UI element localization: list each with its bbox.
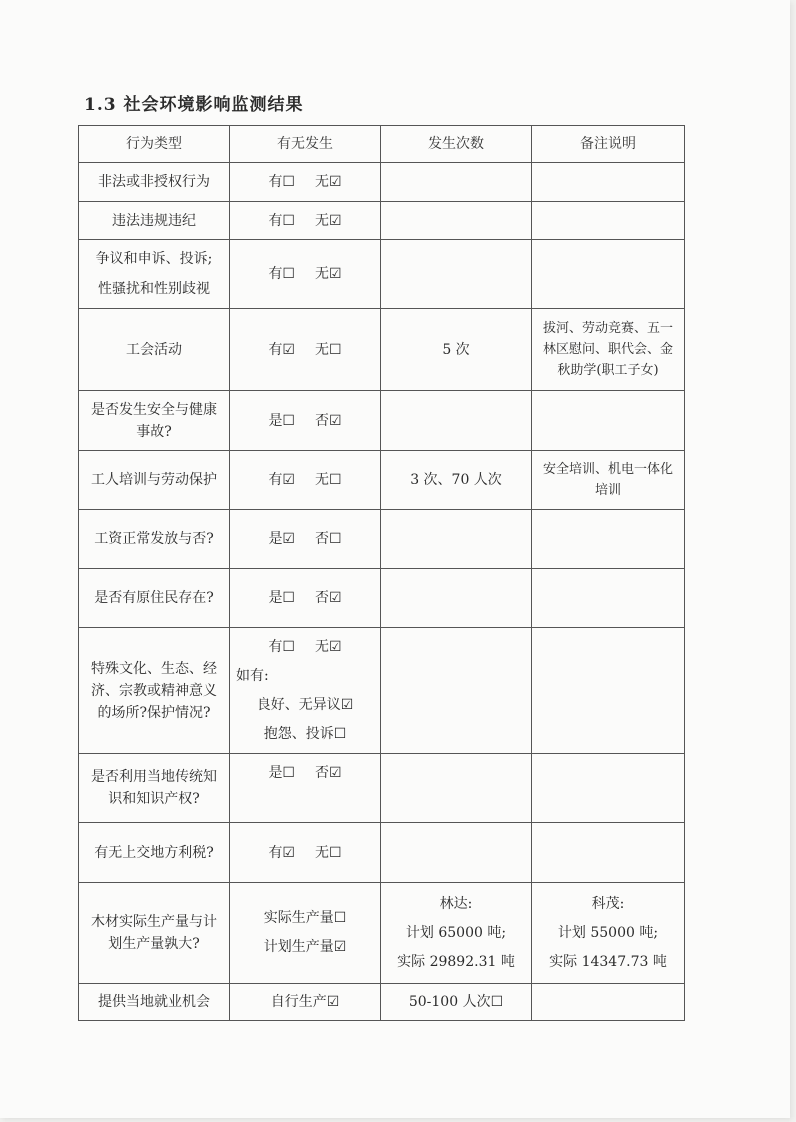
behavior-type-cell: 是否有原住民存在? (79, 569, 230, 628)
behavior-type-line: 性骚扰和性别歧视 (98, 281, 210, 297)
remarks-cell: 拔河、劳动竞赛、五一林区慰问、职代会、金秋助学(职工子女) (532, 309, 685, 391)
behavior-type-cell: 是否发生安全与健康事故? (79, 391, 230, 451)
count-cell (381, 823, 532, 883)
table-row (79, 240, 685, 309)
remarks-line: 计划 55000 吨; (557, 924, 659, 941)
count-cell (381, 202, 532, 240)
occurrence-cell (230, 823, 381, 883)
option-no: 无☑ (315, 266, 342, 282)
table-row (79, 309, 685, 391)
table-row (79, 628, 685, 754)
count-cell (381, 510, 532, 569)
remarks-cell: 安全培训、机电一体化培训 (532, 451, 685, 510)
occurrence-cell (230, 451, 381, 510)
occurrence-cell: 自行生产☑ (230, 984, 381, 1021)
header-count: 发生次数 (381, 126, 532, 163)
count-cell (381, 883, 532, 984)
occurrence-cell (230, 240, 381, 309)
if-yes-label: 如有: (236, 667, 269, 684)
count-cell (381, 754, 532, 823)
remarks-cell (532, 823, 685, 883)
remarks-cell (532, 510, 685, 569)
option-yes: 有☐ (268, 638, 295, 655)
option-no: 否☐ (315, 531, 342, 547)
count-cell: 5 次 (381, 309, 532, 391)
remarks-line: 科茂: (591, 895, 625, 912)
count-cell (381, 569, 532, 628)
header-occurrence: 有无发生 (230, 126, 381, 163)
table-header-row (79, 126, 685, 163)
occurrence-cell (230, 569, 381, 628)
behavior-type-cell: 工人培训与劳动保护 (79, 451, 230, 510)
option-no: 否☑ (315, 590, 342, 606)
occurrence-cell (230, 309, 381, 391)
remarks-cell (532, 391, 685, 451)
option-no: 无☑ (315, 212, 342, 229)
behavior-type-cell: 工会活动 (79, 309, 230, 391)
option-yes: 是☐ (268, 412, 295, 429)
behavior-type-cell: 特殊文化、生态、经济、宗教或精神意义的场所?保护情况? (79, 628, 230, 754)
option-no: 无☐ (315, 472, 342, 488)
count-cell (381, 391, 532, 451)
header-behavior-type: 行为类型 (79, 126, 230, 163)
table-row (79, 202, 685, 240)
count-line: 计划 65000 吨; (405, 924, 507, 941)
option-no: 无☐ (315, 844, 342, 861)
remarks-cell (532, 628, 685, 754)
count-line: 实际 29892.31 吨 (397, 953, 515, 970)
remarks-cell (532, 984, 685, 1021)
option-complaint: 抱怨、投诉☐ (263, 725, 347, 742)
table-row (79, 823, 685, 883)
option-no: 无☐ (315, 341, 342, 358)
occurrence-cell (230, 754, 381, 823)
table-row (79, 984, 685, 1021)
option-good: 良好、无异议☑ (256, 696, 354, 713)
option-yes: 有☑ (268, 341, 295, 358)
behavior-type-cell: 有无上交地方利税? (79, 823, 230, 883)
count-cell (381, 628, 532, 754)
behavior-type-cell: 木材实际生产量与计划生产量孰大? (79, 883, 230, 984)
table-row (79, 510, 685, 569)
remarks-cell (532, 754, 685, 823)
option-no: 否☑ (315, 765, 342, 781)
table-row (79, 391, 685, 451)
remarks-cell (532, 163, 685, 202)
option-yes: 是☑ (268, 531, 295, 547)
count-cell: 50-100 人次☐ (381, 984, 532, 1021)
option-yes: 有☐ (268, 266, 295, 282)
monitoring-results-table (78, 125, 685, 1021)
table-row (79, 754, 685, 823)
occurrence-cell (230, 510, 381, 569)
count-cell: 3 次、70 人次 (381, 451, 532, 510)
remarks-cell (532, 202, 685, 240)
occurrence-cell (230, 391, 381, 451)
remarks-cell (532, 883, 685, 984)
table-row (79, 451, 685, 510)
count-cell (381, 240, 532, 309)
behavior-type-cell (79, 240, 230, 309)
option-planned: 计划生产量☑ (263, 939, 347, 955)
option-yes: 有☑ (268, 844, 295, 861)
occurrence-cell (230, 628, 381, 754)
occurrence-line (236, 633, 374, 662)
behavior-type-line: 争议和申诉、投诉; (95, 251, 213, 267)
table-row (79, 569, 685, 628)
behavior-type-cell: 违法违规违纪 (79, 202, 230, 240)
option-yes: 有☑ (268, 472, 295, 488)
section-title: 1.3 社会环境影响监测结果 (84, 95, 304, 115)
occurrence-cell (230, 163, 381, 202)
option-no: 否☑ (315, 412, 342, 429)
count-line: 林达: (439, 895, 473, 912)
header-remarks: 备注说明 (532, 126, 685, 163)
remarks-cell (532, 569, 685, 628)
table-row (79, 163, 685, 202)
option-actual: 实际生产量☐ (263, 910, 347, 926)
occurrence-cell (230, 202, 381, 240)
option-yes: 有☐ (268, 174, 295, 190)
remarks-line: 实际 14347.73 吨 (549, 953, 667, 970)
option-yes: 是☐ (268, 590, 295, 606)
behavior-type-cell: 提供当地就业机会 (79, 984, 230, 1021)
occurrence-cell (230, 883, 381, 984)
count-cell (381, 163, 532, 202)
behavior-type-cell: 是否利用当地传统知识和知识产权? (79, 754, 230, 823)
option-yes: 有☐ (268, 212, 295, 229)
option-no: 无☑ (315, 174, 342, 190)
option-no: 无☑ (315, 638, 342, 655)
behavior-type-cell: 工资正常发放与否? (79, 510, 230, 569)
behavior-type-cell: 非法或非授权行为 (79, 163, 230, 202)
option-yes: 是☐ (268, 765, 295, 781)
table-row (79, 883, 685, 984)
remarks-cell (532, 240, 685, 309)
